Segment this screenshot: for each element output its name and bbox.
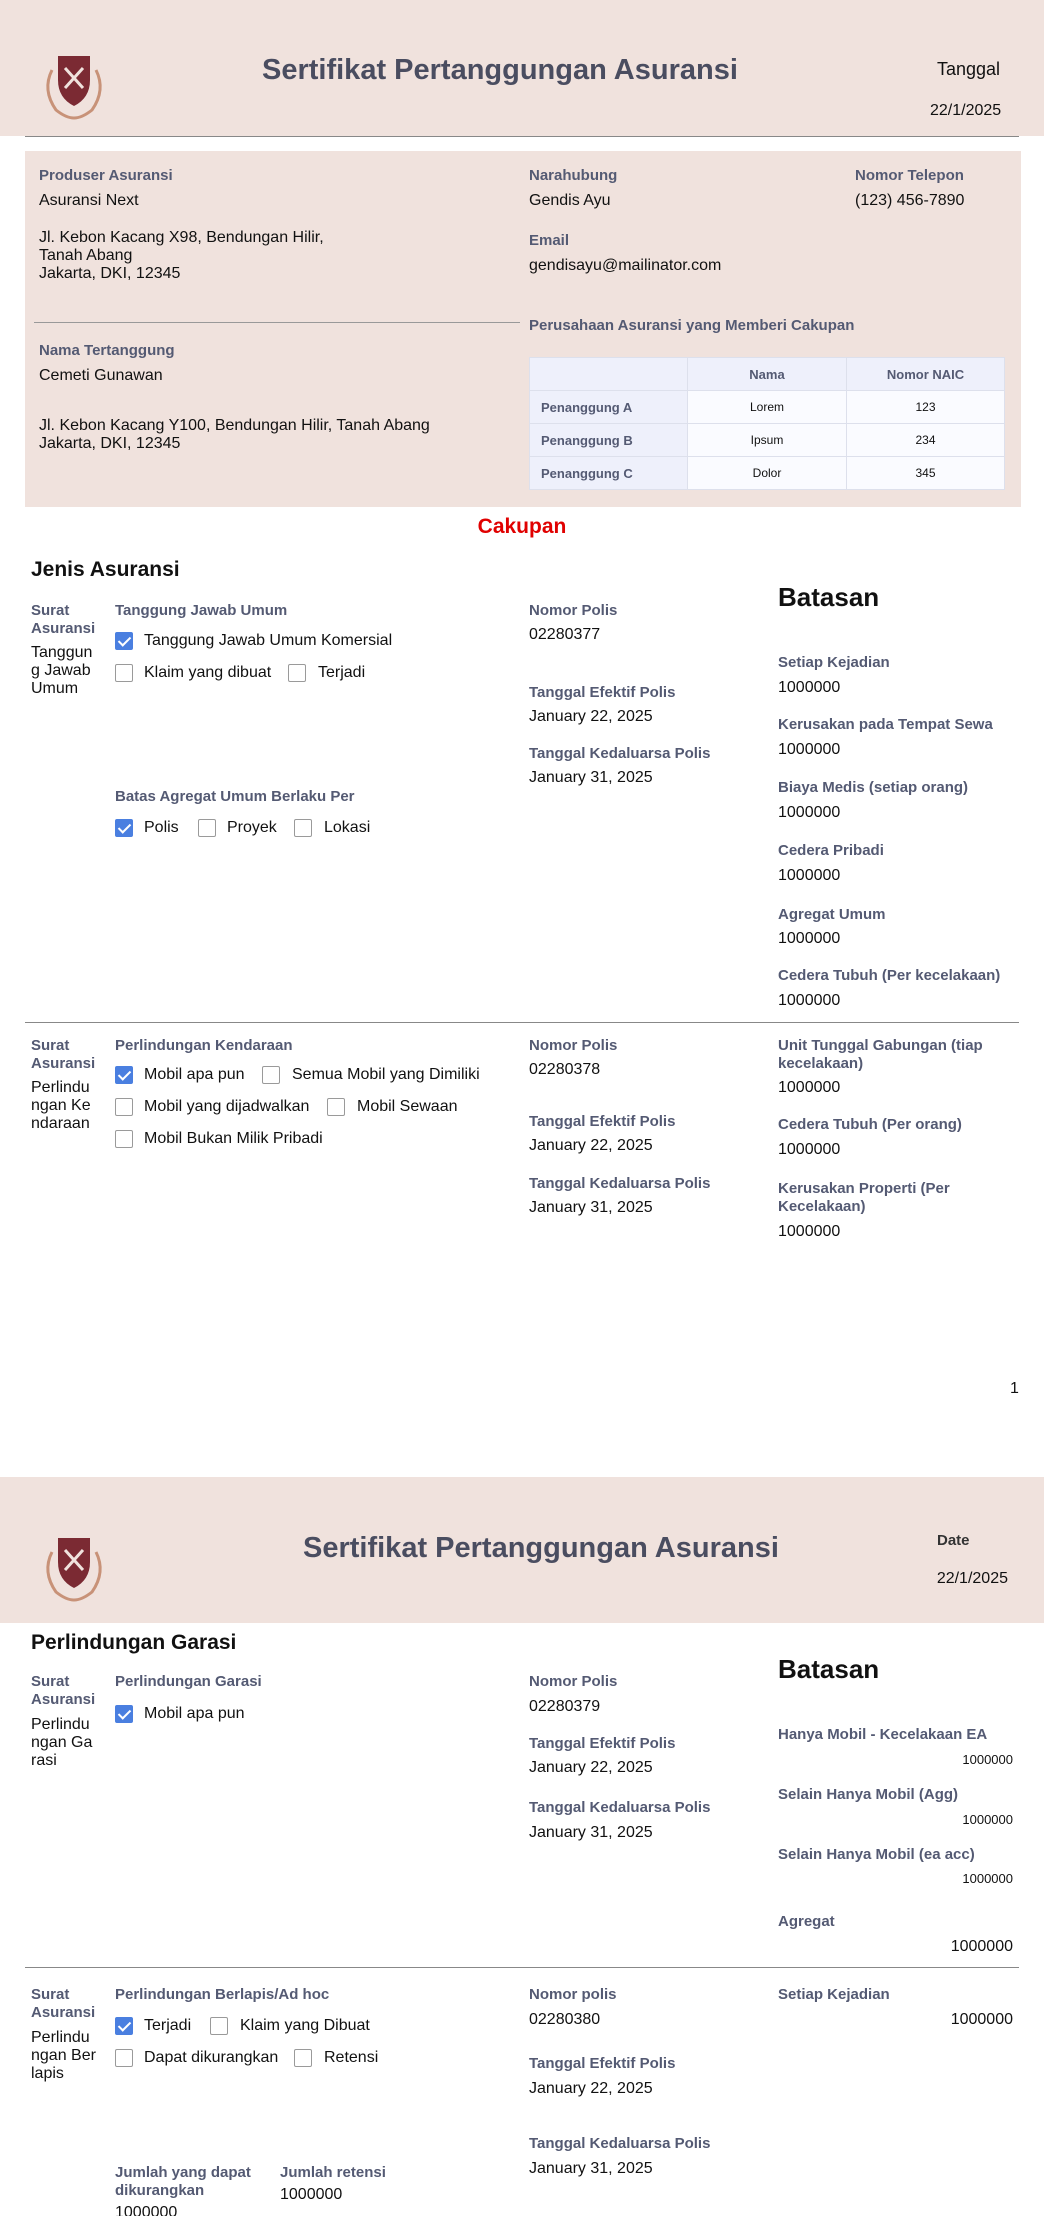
checkbox[interactable]	[210, 2017, 228, 2035]
page-number: 1	[1010, 1380, 1019, 1397]
insurer-name: Dolor	[688, 457, 847, 490]
section-title: Perlindungan Kendaraan	[115, 1037, 293, 1054]
table-header-row	[530, 358, 1005, 391]
option-label: Lokasi	[324, 819, 371, 836]
insurer-name: Ipsum	[688, 424, 847, 457]
limit-value: 1000000	[950, 2011, 1013, 2028]
expiry-date: January 31, 2025	[529, 1824, 653, 1841]
limit-label: Cedera Pribadi	[778, 842, 884, 859]
table-header-naic: Nomor NAIC	[847, 358, 1005, 391]
side-label: Surat Asuransi	[31, 602, 96, 637]
side-value: Tanggung Jawab Umum	[31, 644, 93, 697]
checkbox-checked[interactable]	[115, 1066, 133, 1084]
checkbox-checked[interactable]	[115, 2017, 133, 2035]
option-label: Retensi	[324, 2049, 379, 2066]
email-value: gendisayu@mailinator.com	[529, 257, 722, 274]
insurer-naic: 123	[847, 391, 1005, 424]
insured-label: Nama Tertanggung	[39, 342, 175, 359]
policy-number-label: Nomor Polis	[529, 602, 618, 619]
limit-value: 1000000	[778, 1079, 841, 1096]
option-label: Dapat dikurangkan	[144, 2049, 279, 2066]
producer-name: Asuransi Next	[39, 192, 139, 209]
side-value: Perlindungan Garasi	[31, 1716, 93, 1769]
retention-label: Jumlah retensi	[280, 2164, 386, 2181]
insured-address-line2: Jakarta, DKI, 12345	[39, 435, 181, 452]
logo-crest-icon	[34, 1532, 114, 1604]
effective-date-label: Tanggal Efektif Polis	[529, 1113, 676, 1130]
date-label: Tanggal	[937, 59, 1001, 79]
checkbox[interactable]	[262, 1066, 280, 1084]
insurance-type-heading: Jenis Asuransi	[31, 558, 180, 581]
checkbox-checked[interactable]	[115, 632, 133, 650]
table-row	[530, 391, 1005, 424]
phone-value: (123) 456-7890	[855, 192, 965, 209]
limit-label: Setiap Kejadian	[778, 654, 890, 671]
option-label: Semua Mobil yang Dimiliki	[292, 1066, 480, 1083]
option-label: Polis	[144, 819, 179, 836]
checkbox[interactable]	[115, 1130, 133, 1148]
checkbox[interactable]	[288, 664, 306, 682]
option-label: Terjadi	[318, 664, 366, 681]
side-value: Perlindungan Kendaraan	[31, 1079, 91, 1132]
policy-number-label: Nomor Polis	[529, 1673, 618, 1690]
insured-name: Cemeti Gunawan	[39, 367, 163, 384]
limit-label: Setiap Kejadian	[778, 1986, 890, 2003]
option-label: Terjadi	[144, 2017, 192, 2034]
expiry-date-label: Tanggal Kedaluarsa Polis	[529, 745, 711, 762]
limit-value: 1000000	[778, 867, 841, 884]
option-label: Mobil apa pun	[144, 1066, 245, 1083]
deductible-label: Jumlah yang dapat dikurangkan	[115, 2164, 251, 2199]
limit-label: Selain Hanya Mobil (ea acc)	[778, 1846, 975, 1863]
limit-value: 1000000	[778, 804, 841, 821]
checkbox[interactable]	[294, 819, 312, 837]
producer-address-line3: Jakarta, DKI, 12345	[39, 265, 181, 282]
effective-date-label: Tanggal Efektif Polis	[529, 2055, 676, 2072]
divider	[25, 136, 1019, 137]
option-label: Mobil apa pun	[144, 1705, 245, 1722]
page-title: Sertifikat Pertanggungan Asuransi	[262, 54, 738, 86]
option-label: Klaim yang Dibuat	[240, 2017, 370, 2034]
option-label: Proyek	[227, 819, 277, 836]
policy-number: 02280380	[529, 2011, 601, 2028]
insurer-naic: 234	[847, 424, 1005, 457]
contact-name: Gendis Ayu	[529, 192, 611, 209]
checkbox[interactable]	[294, 2049, 312, 2067]
producer-label: Produser Asuransi	[39, 167, 173, 184]
effective-date: January 22, 2025	[529, 1137, 653, 1154]
email-label: Email	[529, 232, 570, 249]
date-value: 22/1/2025	[936, 1570, 1008, 1587]
limit-label: Cedera Tubuh (Per kecelakaan)	[778, 967, 1001, 984]
date-label: Date	[937, 1532, 970, 1549]
option-label: Mobil yang dijadwalkan	[144, 1098, 310, 1115]
row-header: Penanggung C	[530, 457, 688, 490]
limits-heading: Batasan	[778, 582, 880, 612]
row-header: Penanggung B	[530, 424, 688, 457]
table-row	[530, 424, 1005, 457]
limit-value: 1000000	[962, 1752, 1013, 1767]
checkbox-checked[interactable]	[115, 1705, 133, 1723]
row-header: Penanggung A	[530, 391, 688, 424]
limit-label: Selain Hanya Mobil (Agg)	[778, 1786, 959, 1803]
limit-value: 1000000	[962, 1812, 1013, 1827]
limit-label: Kerusakan Properti (Per Kecelakaan)	[778, 1180, 950, 1215]
side-label: Surat Asuransi	[31, 1037, 96, 1072]
effective-date: January 22, 2025	[529, 708, 653, 725]
insurers-table	[529, 357, 1005, 490]
policy-number-label: Nomor polis	[529, 1986, 617, 2003]
limit-value: 1000000	[778, 741, 841, 758]
side-value: Perlindungan Berlapis	[31, 2029, 96, 2082]
checkbox[interactable]	[327, 1098, 345, 1116]
checkbox[interactable]	[115, 664, 133, 682]
side-label: Surat Asuransi	[31, 1673, 96, 1708]
divider	[34, 322, 520, 323]
checkbox[interactable]	[115, 2049, 133, 2067]
section-title: Tanggung Jawab Umum	[115, 602, 288, 619]
table-header-cell	[530, 358, 688, 391]
limit-label: Unit Tunggal Gabungan (tiap kecelakaan)	[778, 1037, 983, 1072]
limit-value: 1000000	[778, 1223, 841, 1240]
limit-label: Cedera Tubuh (Per orang)	[778, 1116, 962, 1133]
option-label: Mobil Bukan Milik Pribadi	[144, 1130, 323, 1147]
aggregate-label: Batas Agregat Umum Berlaku Per	[115, 788, 355, 805]
checkbox[interactable]	[115, 1098, 133, 1116]
table-header-name: Nama	[688, 358, 847, 391]
insurer-naic: 345	[847, 457, 1005, 490]
logo-crest-icon	[34, 50, 114, 122]
limit-label: Agregat	[778, 1913, 835, 1930]
producer-address-line2: Tanah Abang	[39, 247, 133, 264]
limits-heading: Batasan	[778, 1654, 880, 1684]
effective-date: January 22, 2025	[529, 2080, 653, 2097]
effective-date-label: Tanggal Efektif Polis	[529, 1735, 676, 1752]
limit-label: Hanya Mobil - Kecelakaan EA	[778, 1726, 988, 1743]
insurer-name: Lorem	[688, 391, 847, 424]
expiry-date-label: Tanggal Kedaluarsa Polis	[529, 1799, 711, 1816]
insured-address-line1: Jl. Kebon Kacang Y100, Bendungan Hilir, Tanah Abang	[39, 417, 430, 434]
garage-heading: Perlindungan Garasi	[31, 1631, 237, 1654]
limit-value: 1000000	[778, 930, 841, 947]
option-label: Klaim yang dibuat	[144, 664, 272, 681]
expiry-date-label: Tanggal Kedaluarsa Polis	[529, 2135, 711, 2152]
deductible-value: 1000000	[115, 2204, 178, 2216]
checkbox[interactable]	[198, 819, 216, 837]
expiry-date: January 31, 2025	[529, 1199, 653, 1216]
policy-number-label: Nomor Polis	[529, 1037, 618, 1054]
retention-value: 1000000	[280, 2186, 343, 2203]
option-label: Mobil Sewaan	[357, 1098, 458, 1115]
divider	[25, 1022, 1019, 1023]
policy-number: 02280378	[529, 1061, 601, 1078]
policy-number: 02280379	[529, 1698, 601, 1715]
effective-date: January 22, 2025	[529, 1759, 653, 1776]
divider	[25, 1967, 1019, 1968]
expiry-date: January 31, 2025	[529, 2160, 653, 2177]
table-row	[530, 457, 1005, 490]
coverage-heading: Cakupan	[477, 515, 567, 538]
date-value: 22/1/2025	[930, 102, 1002, 119]
limit-value: 1000000	[778, 1141, 841, 1158]
limit-label: Agregat Umum	[778, 906, 886, 923]
limit-value: 1000000	[950, 1938, 1013, 1955]
producer-address-line1: Jl. Kebon Kacang X98, Bendungan Hilir,	[39, 229, 324, 246]
limit-value: 1000000	[778, 679, 841, 696]
limit-value: 1000000	[962, 1871, 1013, 1886]
phone-label: Nomor Telepon	[855, 167, 964, 184]
limit-label: Biaya Medis (setiap orang)	[778, 779, 969, 796]
expiry-date: January 31, 2025	[529, 769, 653, 786]
limit-value: 1000000	[778, 992, 841, 1009]
limit-label: Kerusakan pada Tempat Sewa	[778, 716, 993, 733]
page-title: Sertifikat Pertanggungan Asuransi	[303, 1532, 779, 1564]
effective-date-label: Tanggal Efektif Polis	[529, 684, 676, 701]
insurers-label: Perusahaan Asuransi yang Memberi Cakupan	[529, 317, 855, 334]
section-title: Perlindungan Garasi	[115, 1673, 262, 1690]
side-label: Surat Asuransi	[31, 1986, 96, 2021]
expiry-date-label: Tanggal Kedaluarsa Polis	[529, 1175, 711, 1192]
checkbox-checked[interactable]	[115, 819, 133, 837]
policy-number: 02280377	[529, 626, 601, 643]
contact-label: Narahubung	[529, 167, 618, 184]
option-label: Tanggung Jawab Umum Komersial	[144, 632, 393, 649]
section-title: Perlindungan Berlapis/Ad hoc	[115, 1986, 330, 2003]
